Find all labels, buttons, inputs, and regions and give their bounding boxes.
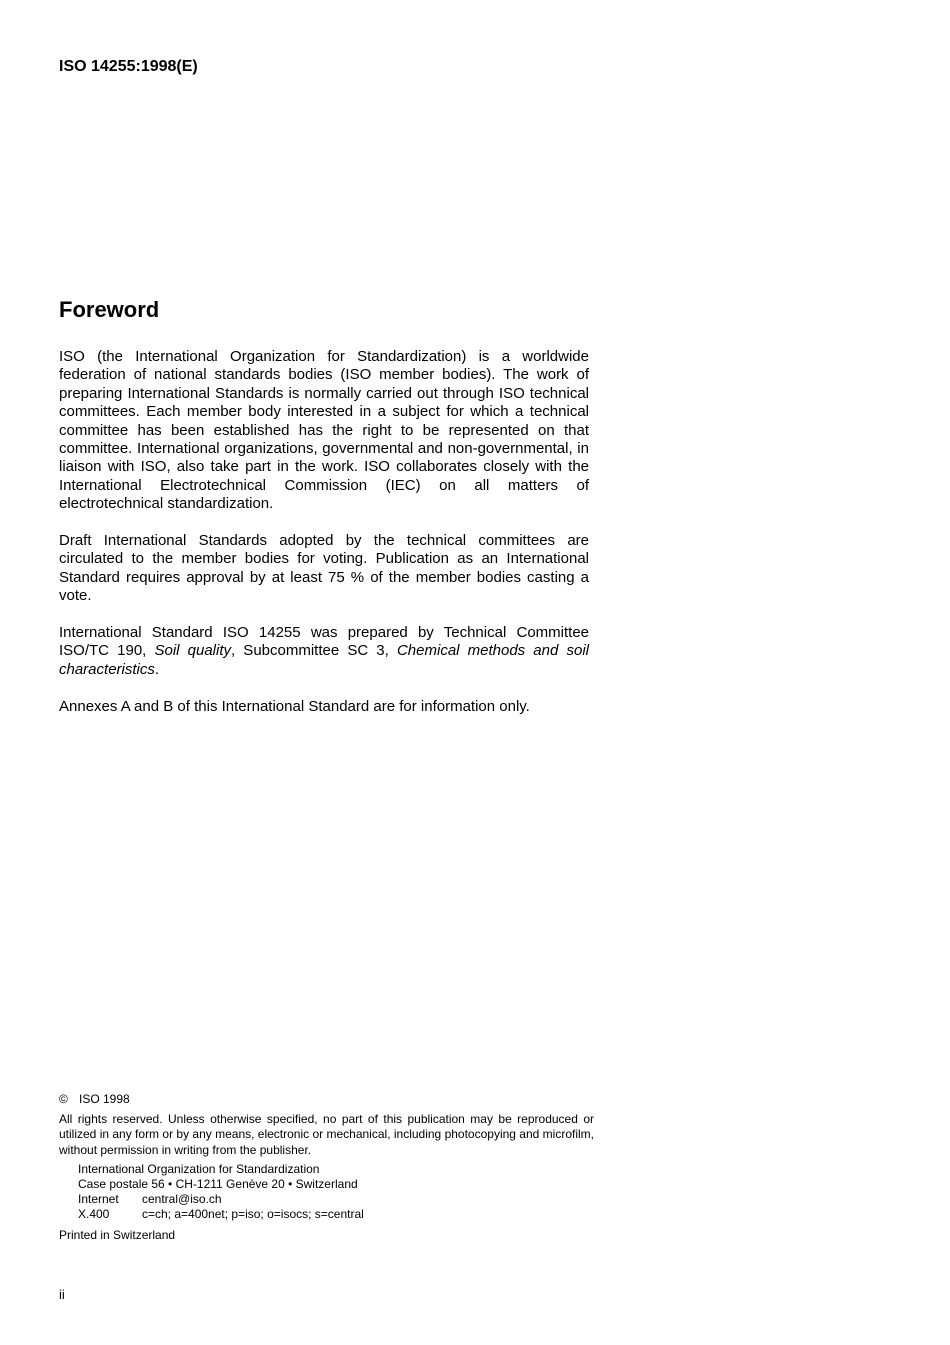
copyright-icon: ©: [59, 1092, 68, 1106]
x400-address: c=ch; a=400net; p=iso; o=isocs; s=central: [142, 1207, 364, 1222]
preparation-text-2: , Subcommittee SC 3,: [231, 642, 397, 660]
foreword-paragraph-draft-standards: Draft International Standards adopted by the technical committees are circulated to the member bodies for voting. Publication as an International Standard requires approval by at least 75 % of the member bodies casting a vote.: [59, 532, 589, 605]
committee-title: Soil quality: [154, 642, 231, 660]
foreword-paragraph-annexes: Annexes A and B of this International Standard are for information only.: [59, 697, 530, 715]
document-id-header: ISO 14255:1998(E): [59, 58, 198, 75]
page-number: ii: [59, 1287, 65, 1302]
printed-in: Printed in Switzerland: [59, 1227, 176, 1242]
foreword-paragraph-preparation: [59, 624, 589, 679]
internet-row: [78, 1192, 594, 1207]
postal-address: Case postale 56 • CH-1211 Genève 20 • Switzerland: [78, 1177, 358, 1192]
copyright-block: [59, 1092, 594, 1243]
rights-statement: All rights reserved. Unless otherwise specified, no part of this publication may be reproduced or utilized in any form or by any means, electronic or mechanical, including photocopying and microfilm, without permission in writing from the publisher.: [59, 1112, 594, 1157]
x400-label: X.400: [78, 1207, 110, 1222]
preparation-text-1: International Standard ISO 14255 was prepared by Technical Committee ISO/TC 190,: [59, 624, 589, 660]
foreword-body: [59, 348, 589, 734]
internet-label: Internet: [78, 1192, 119, 1207]
preparation-text-3: .: [154, 660, 160, 678]
subcommittee-title: Chemical methods and soil characteristics: [59, 642, 589, 678]
copyright-line: [59, 1092, 594, 1107]
copyright-holder: ISO 1998: [79, 1092, 130, 1106]
internet-address: central@iso.ch: [142, 1192, 222, 1207]
foreword-paragraph-iso-intro: ISO (the International Organization for Standardization) is a worldwide federation of national standards bodies (ISO member bodies). The work of preparing International Standards is normally carried out through ISO technical committees. Each member body interested in a subject for which a technical committee has been established has the right to be represented on that committee. International organizations, governmental and non-governmental, in liaison with ISO, also take part in the work. ISO collaborates closely with the International Electrotechnical Commission (IEC) on all matters of electrotechnical standardization.: [59, 348, 589, 513]
publisher-address: [78, 1162, 594, 1223]
x400-row: [78, 1207, 594, 1222]
org-name: International Organization for Standardization: [78, 1161, 320, 1176]
foreword-heading: Foreword: [59, 297, 160, 322]
